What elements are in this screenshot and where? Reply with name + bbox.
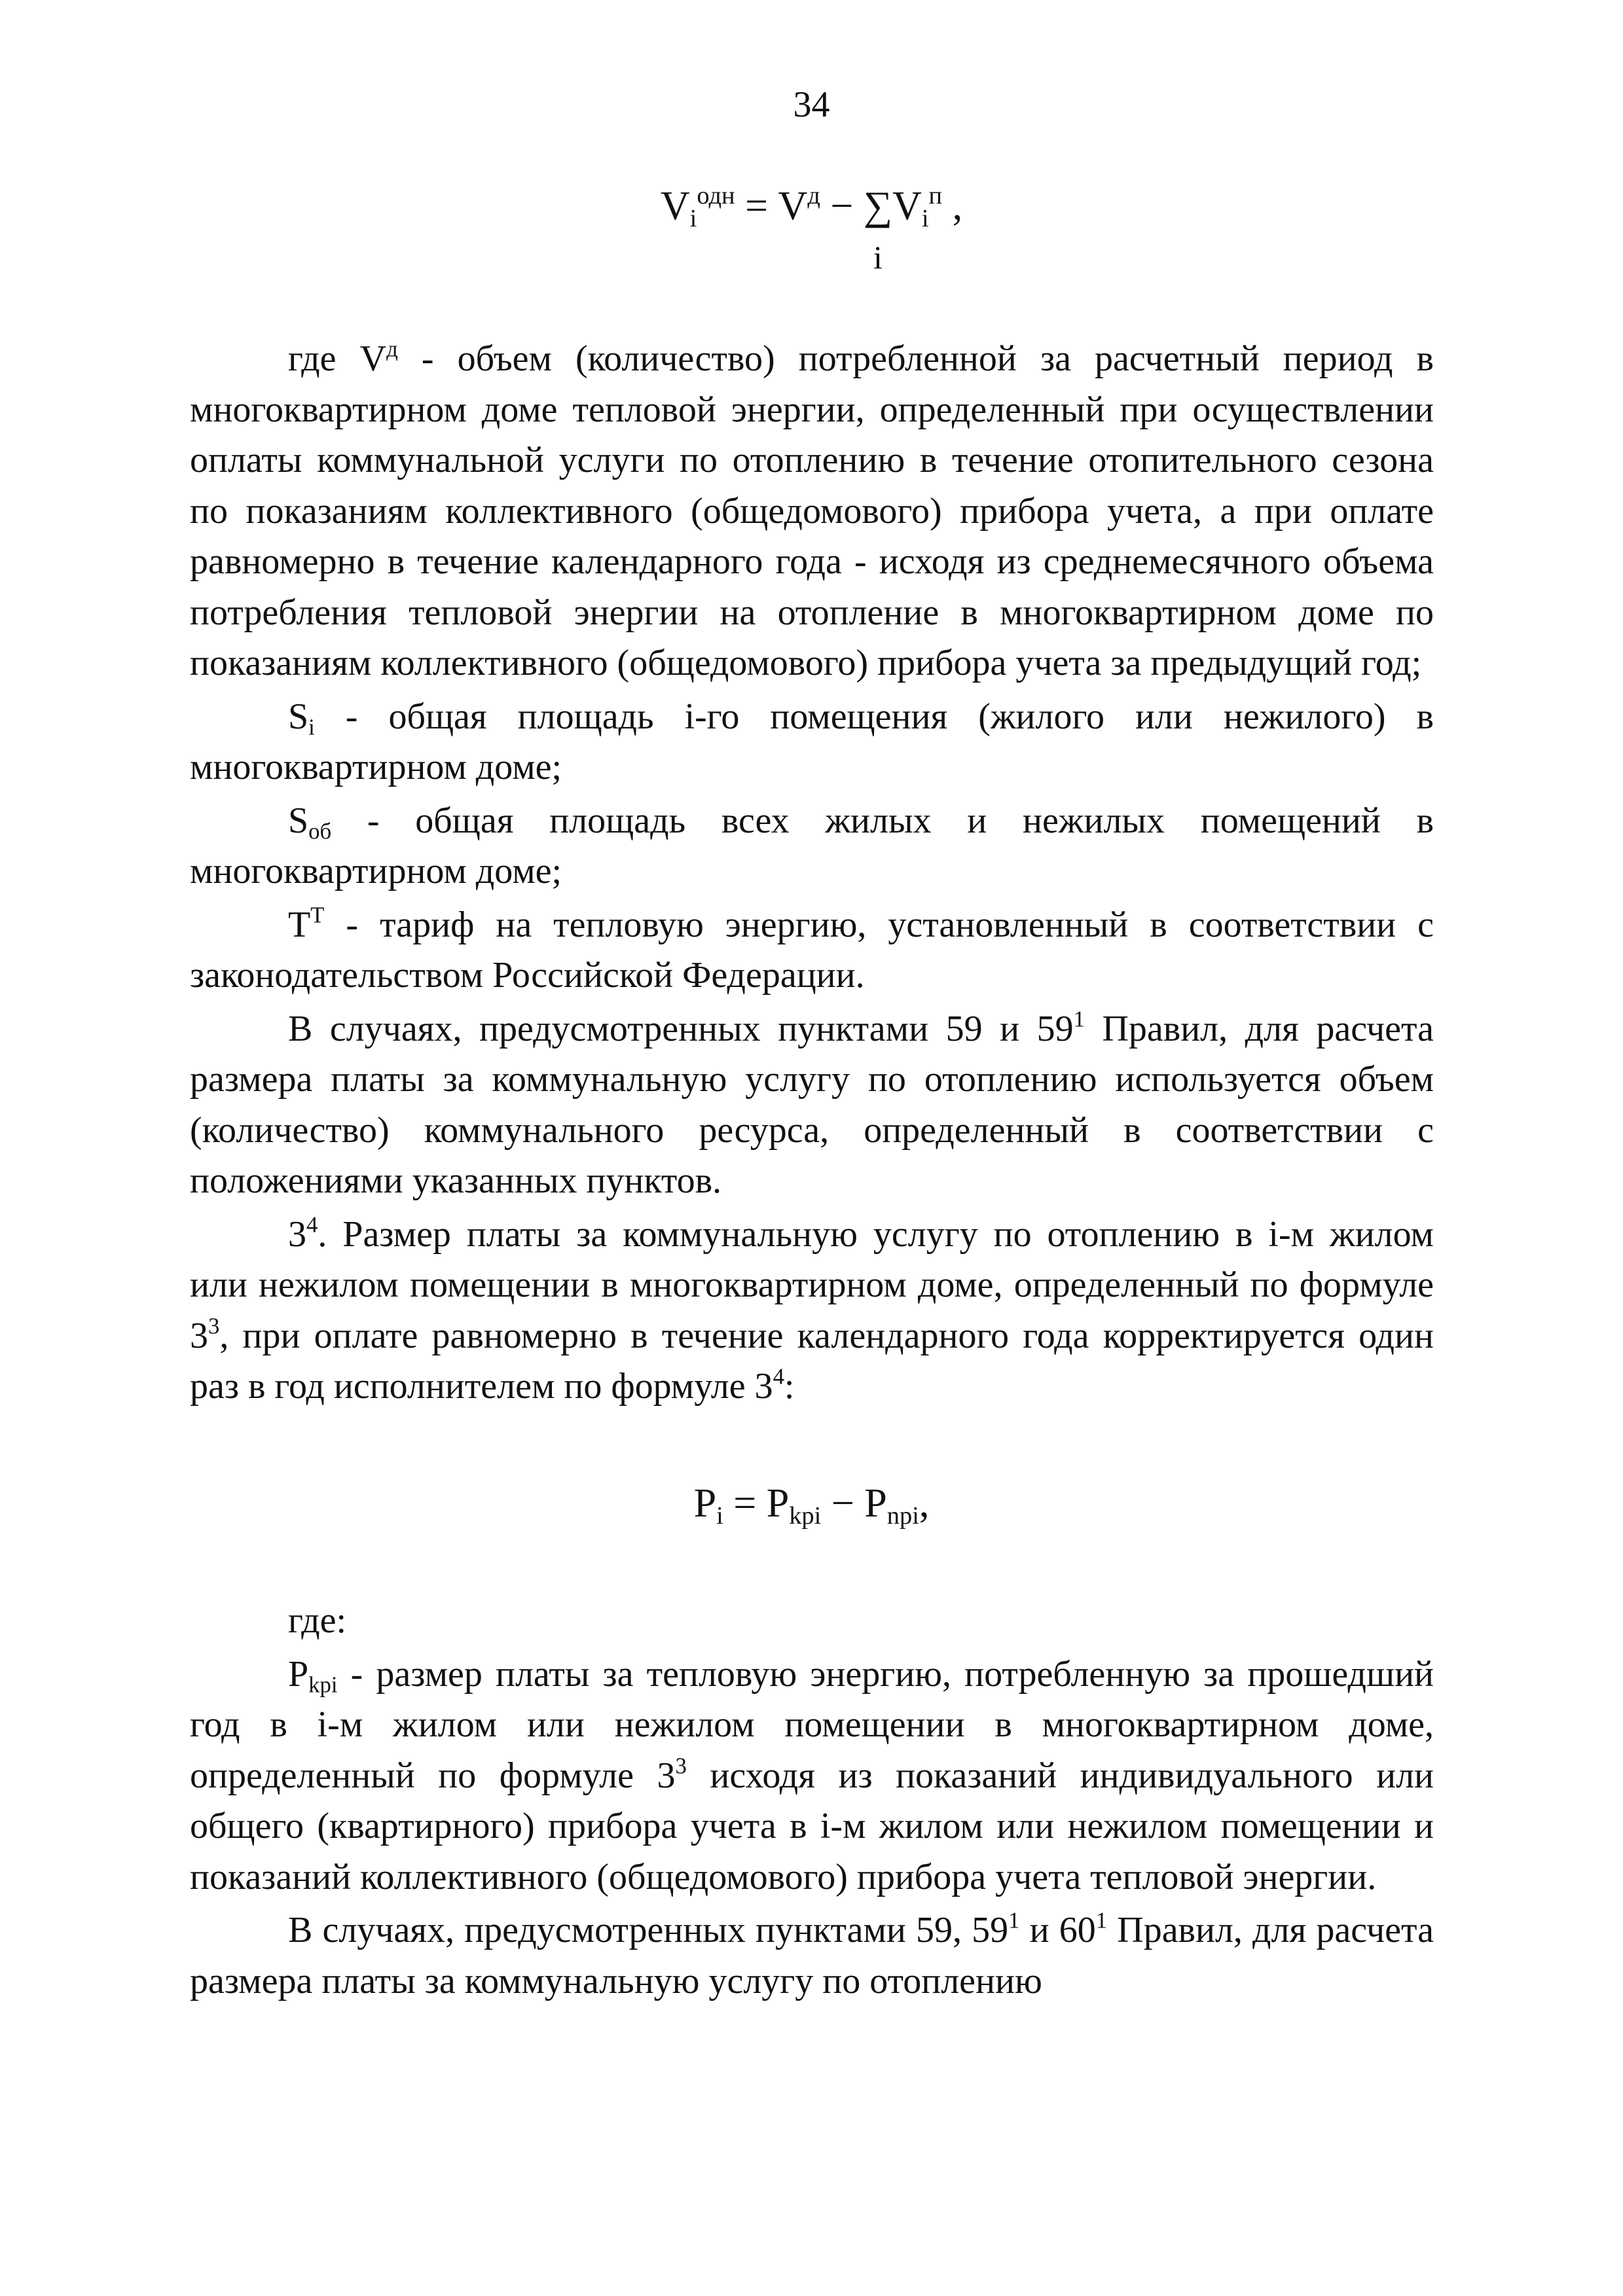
text-block-2 <box>190 1596 1434 2007</box>
formula1-sum: ∑ i <box>863 184 893 276</box>
formula2-minus: − <box>831 1481 854 1526</box>
formula1-comma: , <box>952 184 963 228</box>
para-definition-si: $S_i$ - общая площадь i-го помещения (жилого или нежилого) в многоквартирном доме; <box>190 696 1434 787</box>
formula1-minus: − <box>830 184 854 228</box>
para-where: где: <box>288 1600 347 1641</box>
para-definition-pkpi: $P_{kpi}$ - размер платы за тепловую энергию, потребленную за прошедший год в i-м жилом или нежилом помещении в многоквартирном доме, определенный по формуле $3^3$ исходя из показаний индивидуального или общего (квартирного) прибора учета в i-м жилом или нежилом помещении и показаний коллективного (общедомового) прибора учета тепловой энергии. <box>190 1653 1434 1897</box>
formula-heat-volume <box>0 182 1623 276</box>
formula1-lhs: $V_i^{одн}$ <box>660 182 735 232</box>
para-cases-59-60: В случаях, предусмотренных пунктами 59, $59^1$ и $60^1$ Правил, для расчета размера платы за коммунальную услугу по отоплению <box>190 1907 1434 2001</box>
formula1-term2: $V_i^п$ <box>892 182 943 232</box>
page-number: 34 <box>793 84 830 125</box>
formula2-lhs: $P_i$ <box>693 1481 723 1530</box>
para-section-3-4: $3^4$. Размер платы за коммунальную услугу по отоплению в i-м жилом или нежилом помещении в многоквартирном доме, определенный по формуле $3^3$, при оплате равномерно в течение календарного года корректируется один раз в год исполнителем по формуле $3^4$: <box>190 1211 1434 1407</box>
formula2-term1: $P_{kpi}$ <box>766 1481 822 1530</box>
text-block-1 <box>190 334 1434 1412</box>
para-definition-vd: где $V^д$ - объем (количество) потребленной за расчетный период в многоквартирном доме тепловой энергии, определенный при осуществлении оплаты коммунальной услуги по отоплению в течение отопительного сезона по показаниям коллективного (общедомового) прибора учета, а при оплате равномерно в течение календарного года - исходя из среднемесячного объема потребления тепловой энергии на отопление в многоквартирном доме по показаниям коллективного (общедомового) прибора учета за предыдущий год; <box>190 336 1434 683</box>
formula-payment-correction <box>0 1480 1623 1530</box>
formula2-comma: , <box>919 1481 930 1526</box>
formula1-equals: = <box>745 184 769 228</box>
formula2-equals: = <box>733 1481 757 1526</box>
formula1-term1: $V^д$ <box>778 182 820 228</box>
formula1-sum-index: i <box>873 239 883 276</box>
para-definition-sob: $S_{об}$ - общая площадь всех жилых и нежилых помещений в многоквартирном доме; <box>190 800 1434 891</box>
para-definition-tariff: $Т^Т$ - тариф на тепловую энергию, установленный в соответствии с законодательством Российской Федерации. <box>190 901 1434 996</box>
formula2-term2: $P_{npi}$ <box>864 1481 919 1530</box>
para-cases-59: В случаях, предусмотренных пунктами 59 и $59^1$ Правил, для расчета размера платы за коммунальную услугу по отоплению используется объем (количество) коммунального ресурса, определенный в соответствии с положениями указанных пунктов. <box>190 1005 1434 1201</box>
